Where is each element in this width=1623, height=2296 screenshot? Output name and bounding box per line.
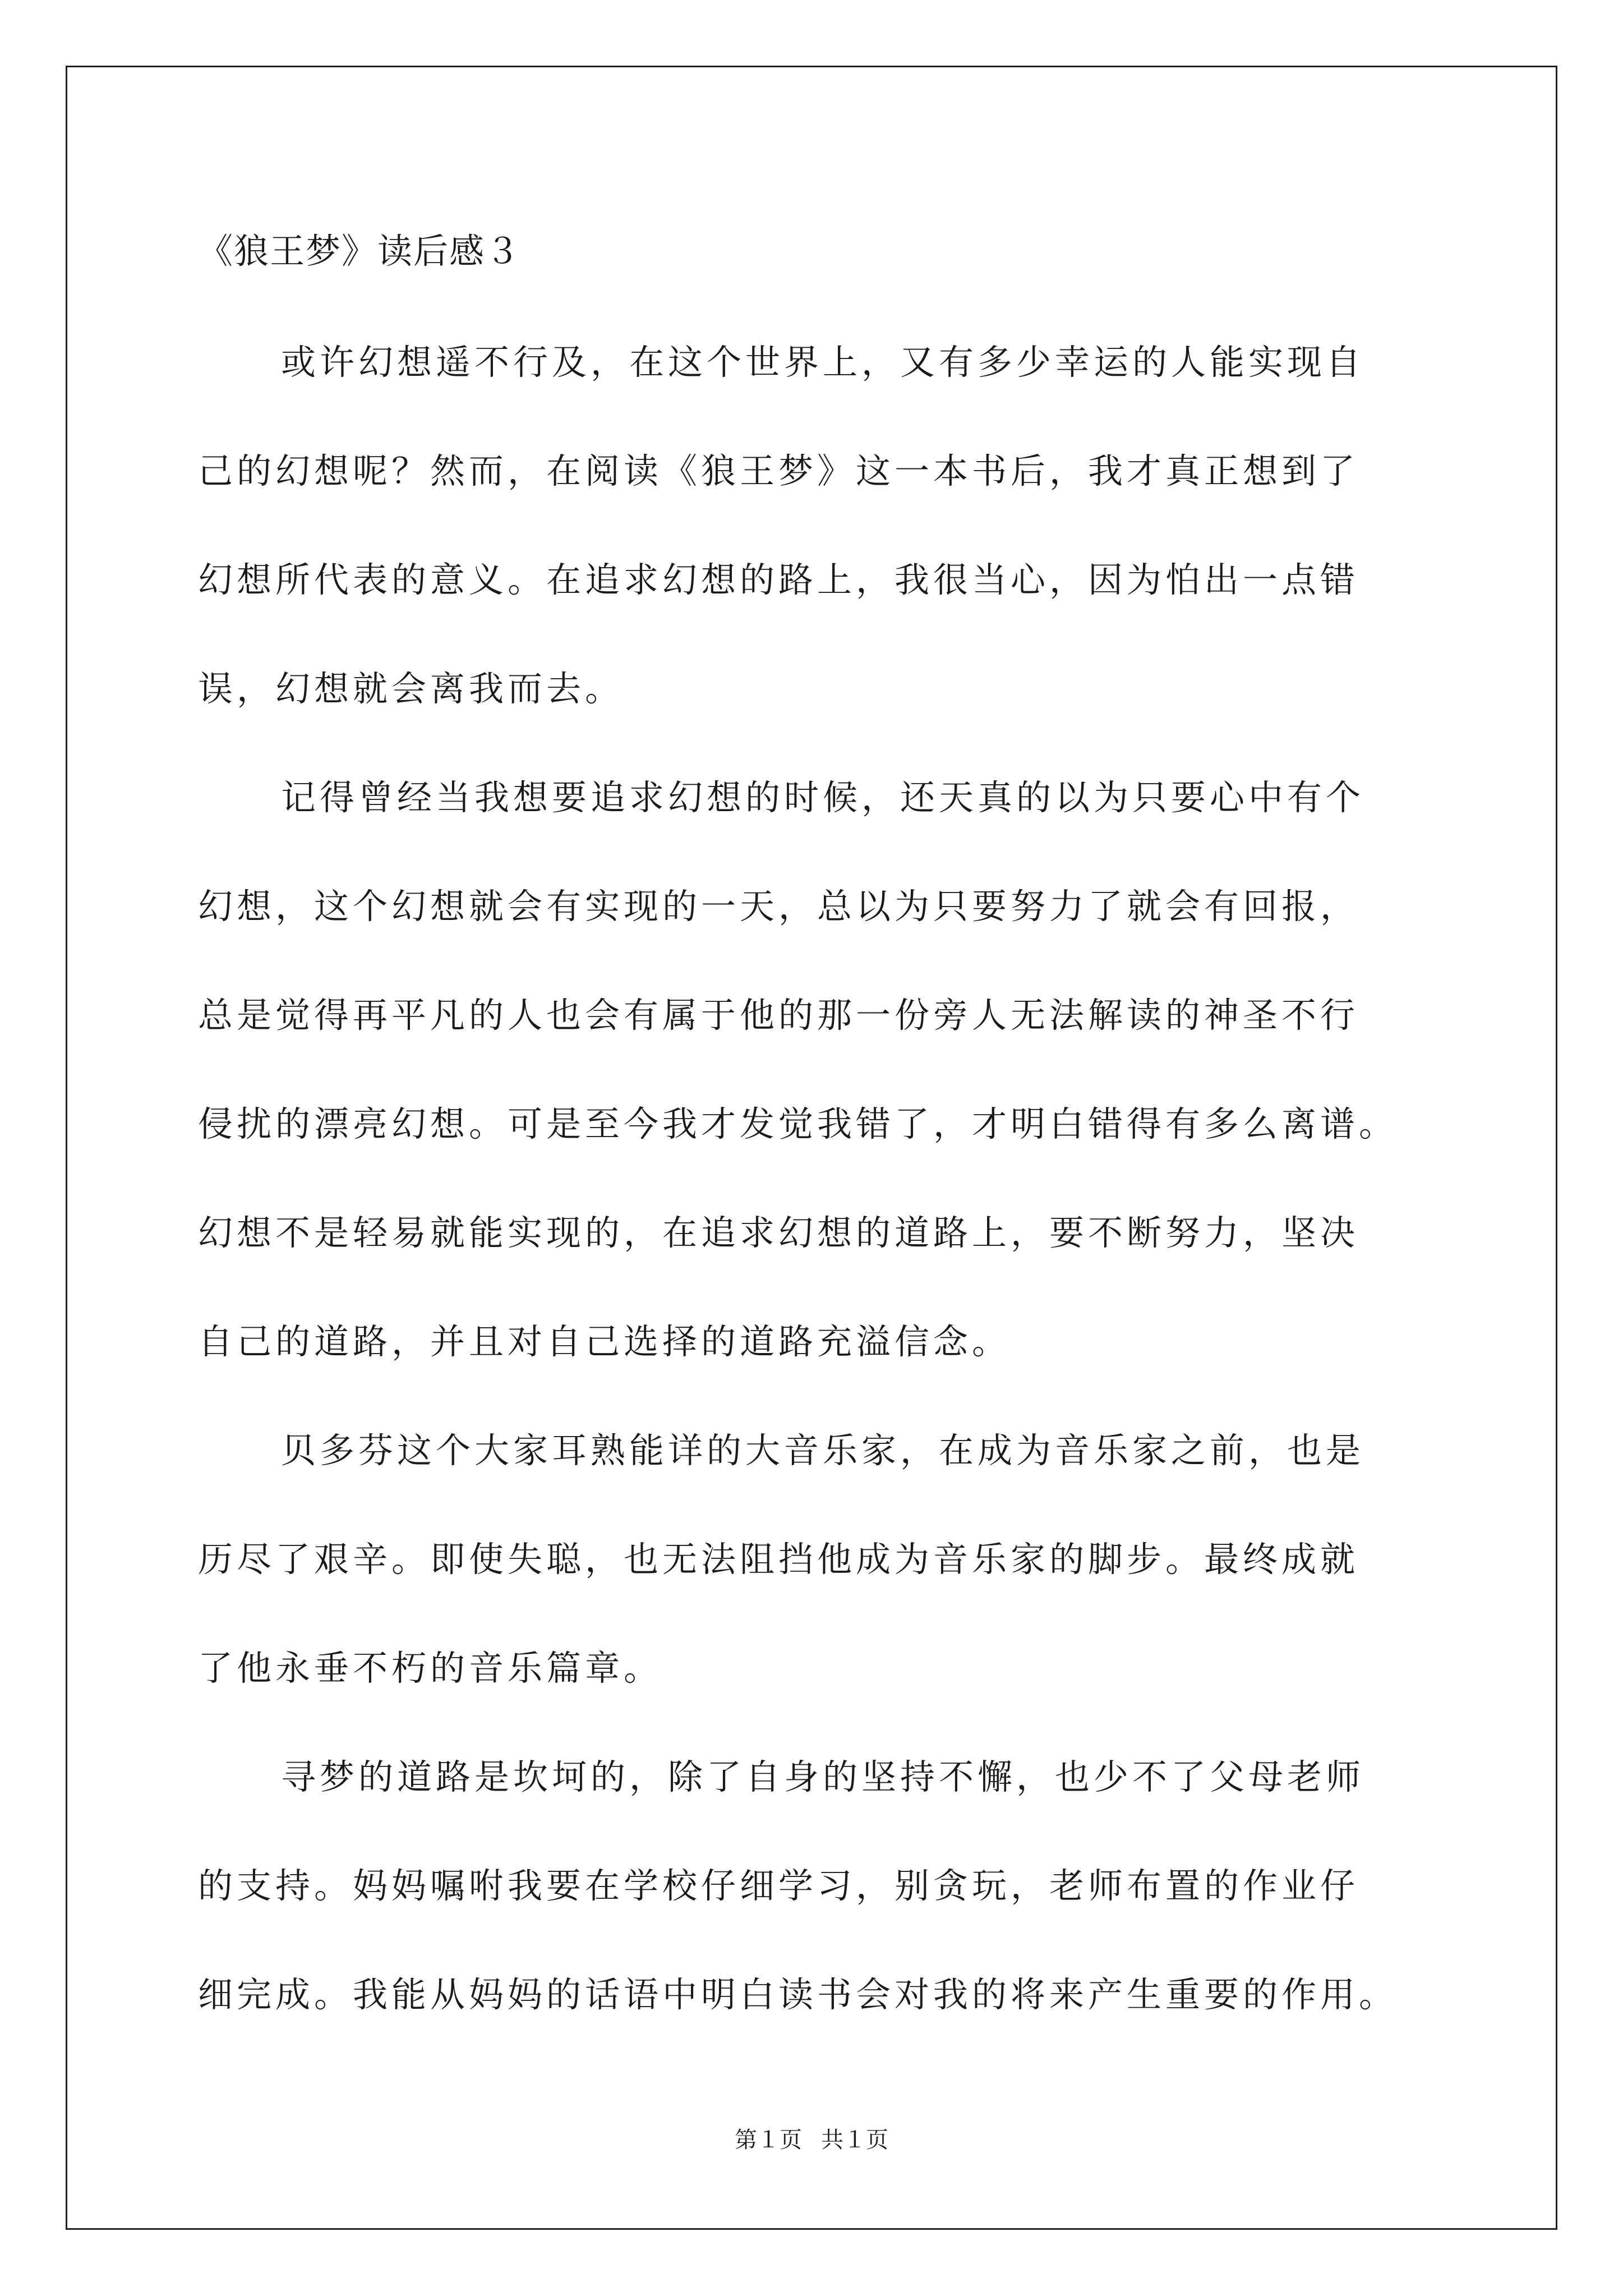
paragraph-1-line-2: 己的幻想呢？然而，在阅读《狼王梦》这一本书后，我才真正想到了 (198, 450, 1359, 491)
paragraph-1-line-4: 误，幻想就会离我而去。 (198, 668, 624, 709)
paragraph-3-line-1: 贝多芬这个大家耳熟能详的大音乐家，在成为音乐家之前，也是 (281, 1430, 1365, 1471)
paragraph-4-line-2: 的支持。妈妈嘱咐我要在学校仔细学习，别贪玩，老师布置的作业仔 (198, 1865, 1359, 1906)
paragraph-2-line-3: 总是觉得再平凡的人也会有属于他的那一份旁人无法解读的神圣不行 (198, 995, 1359, 1036)
page-total: 共１页 (821, 2127, 888, 2153)
paragraph-3-line-2: 历尽了艰辛。即使失聪，也无法阻挡他成为音乐家的脚步。最终成就 (198, 1539, 1359, 1580)
paragraph-1-line-3: 幻想所代表的意义。在追求幻想的路上，我很当心，因为怕出一点错 (198, 559, 1359, 600)
paragraph-3-line-3: 了他永垂不朽的音乐篇章。 (198, 1648, 663, 1688)
paragraph-2-line-1: 记得曾经当我想要追求幻想的时候，还天真的以为只要心中有个 (281, 777, 1365, 818)
document-title: 《狼王梦》读后感３ (198, 231, 522, 272)
paragraph-1-line-1: 或许幻想遥不行及，在这个世界上，又有多少幸运的人能实现自 (281, 342, 1365, 383)
paragraph-2-line-2: 幻想，这个幻想就会有实现的一天，总以为只要努力了就会有回报， (198, 886, 1359, 927)
paragraph-2-line-6: 自己的道路，并且对自己选择的道路充溢信念。 (198, 1321, 1011, 1362)
paragraph-4-line-3: 细完成。我能从妈妈的话语中明白读书会对我的将来产生重要的作用。 (198, 1974, 1398, 2015)
page-number: 第１页 (735, 2127, 802, 2153)
paragraph-4-line-1: 寻梦的道路是坎坷的，除了自身的坚持不懈，也少不了父母老师 (281, 1756, 1365, 1797)
paragraph-2-line-5: 幻想不是轻易就能实现的，在追求幻想的道路上，要不断努力，坚决 (198, 1212, 1359, 1253)
paragraph-2-line-4: 侵扰的漂亮幻想。可是至今我才发觉我错了，才明白错得有多么离谱。 (198, 1103, 1398, 1144)
page-footer (0, 2123, 1623, 2157)
